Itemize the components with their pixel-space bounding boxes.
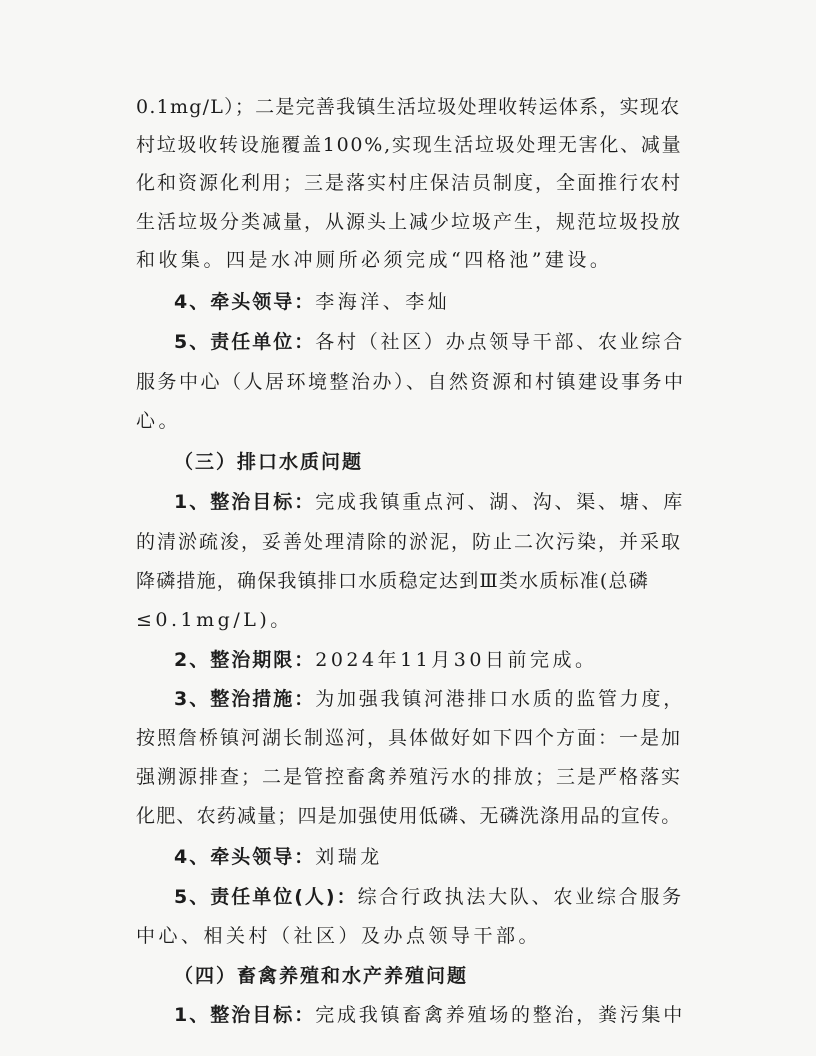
body-line: ≤0.1mg/L)。	[136, 609, 293, 631]
body-line: 按照詹桥镇河湖长制巡河，具体做好如下四个方面：一是加	[136, 727, 683, 749]
rectification-goal-item	[174, 490, 685, 514]
item-text: 完成我镇重点河、湖、沟、渠、塘、库	[315, 491, 685, 513]
item-label: 4、牵头领导：	[174, 291, 316, 313]
item-label: 1、整治目标：	[174, 1004, 316, 1026]
item-text: 为加强我镇河港排口水质的监管力度，	[315, 688, 685, 710]
item-label: 2、整治期限：	[174, 649, 316, 671]
item-text: 李海洋、李灿	[315, 291, 451, 313]
body-line: 强溯源排查；二是管控畜禽养殖污水的排放；三是严格落实	[136, 766, 683, 788]
lead-leader-item	[174, 290, 450, 314]
item-text: 综合行政执法大队、农业综合服务	[357, 886, 684, 908]
body-line: 0.1mg/L）；二是完善我镇生活垃圾处理收转运体系，实现农	[136, 96, 681, 118]
item-text: 2024年11月30日前完成。	[315, 649, 598, 671]
rectification-goal-item	[174, 1003, 685, 1027]
body-line: 和收集。四是水冲厕所必须完成“四格池”建设。	[136, 249, 613, 271]
item-text: 刘瑞龙	[315, 846, 383, 868]
item-label: 3、整治措施：	[174, 688, 316, 710]
body-line: 降磷措施，确保我镇排口水质稳定达到Ⅲ类水质标准(总磷	[136, 570, 649, 592]
section-heading: （四）畜禽养殖和水产养殖问题	[174, 965, 469, 987]
body-line: 心。	[136, 410, 182, 432]
deadline-item	[174, 648, 597, 672]
item-label: 5、责任单位：	[174, 331, 316, 353]
item-label: 4、牵头领导：	[174, 846, 316, 868]
responsible-unit-item	[174, 885, 684, 909]
responsible-unit-item	[174, 330, 685, 354]
body-line: 的清淤疏浚，妥善处理清除的淤泥，防止二次污染，并采取	[136, 531, 683, 553]
body-line: 生活垃圾分类减量，从源头上减少垃圾产生，规范垃圾投放	[136, 211, 683, 233]
measures-item	[174, 687, 685, 711]
body-line: 中心、相关村（社区）及办点领导干部。	[136, 925, 542, 947]
item-label: 1、整治目标：	[174, 491, 316, 513]
body-line: 服务中心（人居环境整治办）、自然资源和村镇建设事务中	[136, 371, 686, 393]
section-heading: （三）排口水质问题	[174, 451, 364, 473]
body-line: 化肥、农药减量；四是加强使用低磷、无磷洗涤用品的宣传。	[136, 805, 682, 827]
lead-leader-item	[174, 845, 383, 869]
body-line: 村垃圾收转设施覆盖100%,实现生活垃圾处理无害化、减量	[136, 134, 683, 156]
body-line: 化和资源化利用；三是落实村庄保洁员制度，全面推行农村	[136, 172, 683, 194]
item-label: 5、责任单位(人)：	[174, 886, 358, 908]
item-text: 各村（社区）办点领导干部、农业综合	[315, 331, 685, 353]
item-text: 完成我镇畜禽养殖场的整治，粪污集中	[315, 1004, 685, 1026]
